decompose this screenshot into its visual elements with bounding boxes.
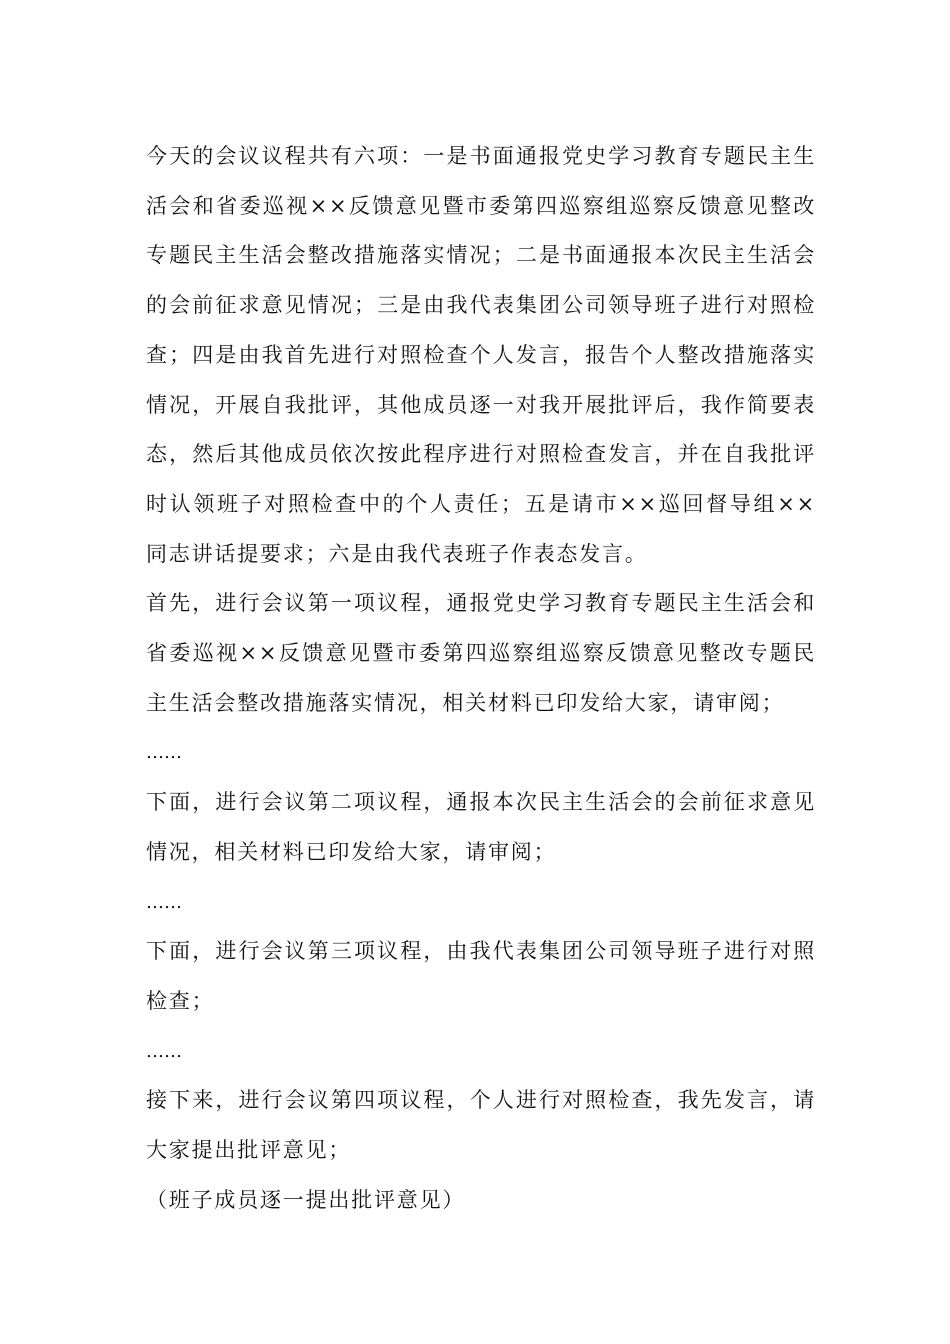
ellipsis-1: …… — [146, 742, 182, 764]
document-body — [146, 132, 816, 1225]
agenda-item-1-paragraph: 首先，进行会议第一项议程，通报党史学习教育专题民主生活会和省委巡视××反馈意见暨市委第四巡察组巡察反馈意见整改专题民主生活会整改措施落实情况，相关材料已印发给大家，请审阅； — [146, 591, 816, 715]
ellipsis-2: …… — [146, 891, 182, 913]
agenda-item-2-paragraph: 下面，进行会议第二项议程，通报本次民主生活会的会前征求意见情况，相关材料已印发给大家，请审阅； — [146, 790, 816, 864]
stage-direction-note: （班子成员逐一提出批评意见） — [146, 1187, 466, 1212]
agenda-overview-paragraph: 今天的会议议程共有六项：一是书面通报党史学习教育专题民主生活会和省委巡视××反馈意见暨市委第四巡察组巡察反馈意见整改专题民主生活会整改措施落实情况；二是书面通报本次民主生活会的会前征求意见情况；三是由我代表集团公司领导班子进行对照检查；四是由我首先进行对照检查个人发言，报告个人整改措施落实情况，开展自我批评，其他成员逐一对我开展批评后，我作简要表态，然后其他成员依次按此程序进行对照检查发言，并在自我批评时认领班子对照检查中的个人责任；五是请市××巡回督导组××同志讲话提要求；六是由我代表班子作表态发言。 — [146, 144, 816, 566]
agenda-item-3-paragraph: 下面，进行会议第三项议程，由我代表集团公司领导班子进行对照检查； — [146, 939, 816, 1013]
agenda-item-4-paragraph: 接下来，进行会议第四项议程，个人进行对照检查，我先发言，请大家提出批评意见； — [146, 1088, 816, 1163]
ellipsis-3: …… — [146, 1040, 182, 1062]
